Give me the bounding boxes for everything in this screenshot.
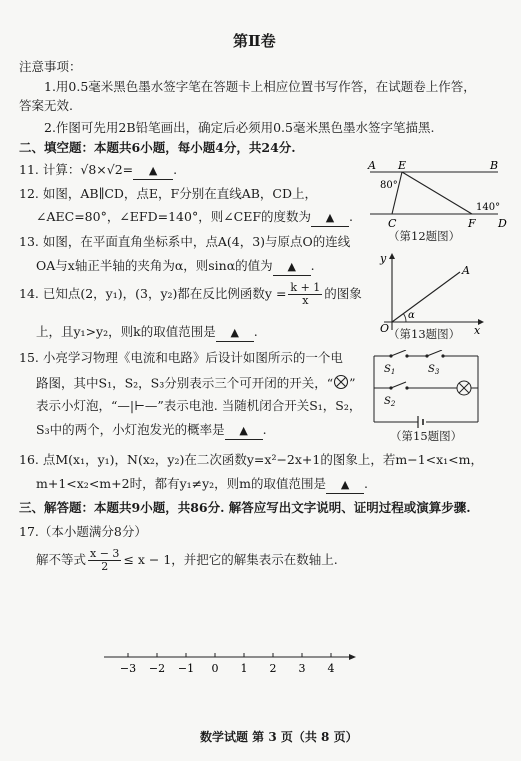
q15-line-3: 表示小灯泡，“—|⊢—”表示电池. 当随机闭合开关S₁，S₂， <box>36 398 362 413</box>
notes-heading: 注意事项： <box>19 59 82 74</box>
q14-fraction: $\frac{k + 1}{x}$ <box>290 281 321 307</box>
q17-body: 解不等式 $\frac{x - 3}{2}$ ≤ x − 1，并把它的解集表示在数轴上. <box>36 547 338 573</box>
q12-blank: ▲ <box>311 209 349 227</box>
q14-blank: ▲ <box>216 324 254 342</box>
q16-line-2: m+1<x₂<m+2时，都有y₁≠y₂，则m的取值范围是 ▲ . <box>36 476 368 494</box>
number-line-tick-label: 0 <box>211 662 219 675</box>
segment-ef <box>402 172 472 214</box>
page-footer: 数学试题 第 3 页（共 8 页） <box>200 730 358 744</box>
lamp-icon <box>457 381 471 395</box>
number-line-tick-label: 2 <box>269 662 277 675</box>
number-line-tick-label: 1 <box>240 662 248 675</box>
number-line-tick-label: 3 <box>298 662 306 675</box>
label-x: x <box>474 324 481 334</box>
label-d: D <box>498 217 507 230</box>
q16-line-1: 16. 点M(x₁，y₁)，N(x₂，y₂)在二次函数y=x²−2x+1的图象上，若m−1<x₁<m， <box>19 452 484 467</box>
y-axis-arrow-icon <box>389 253 395 259</box>
number-line-tick-label: −1 <box>177 662 195 675</box>
q13-line-2: OA与x轴正半轴的夹角为α，则sinα的值为 ▲ . <box>36 258 315 276</box>
q14-line-2: 上，且y₁>y₂，则k的取值范围是 ▲ . <box>36 324 258 342</box>
label-c: C <box>388 217 397 230</box>
question-11: 11. 计算：√8×√2= ▲ . <box>19 162 177 180</box>
number-line <box>100 645 360 685</box>
angle-alpha-arc <box>404 314 407 322</box>
label-b: B <box>490 159 499 172</box>
notes-line-1: 1.用0.5毫米黑色墨水签字笔在答题卡上相应位置书写作答，在试题卷上作答， <box>44 79 476 94</box>
segment-ec <box>392 172 402 214</box>
number-line-tick-label: −2 <box>148 662 166 675</box>
lamp-symbol-icon <box>333 374 349 394</box>
notes-line-1b: 答案无效. <box>19 98 73 113</box>
q15-line-2: 路图，其中S₁，S₂，S₃分别表示三个可开闭的开关，“ ” <box>36 374 356 394</box>
q15-line-1: 15. 小亮学习物理《电流和电路》后设计如图所示的一个电 <box>19 350 343 365</box>
switch-s1-icon <box>389 350 408 359</box>
q17-fraction: $\frac{x - 3}{2}$ <box>90 547 120 573</box>
figure-12-caption: （第12题图） <box>388 229 461 243</box>
switch-s2-icon <box>389 382 408 391</box>
label-e: E <box>398 159 407 172</box>
label-alpha: α <box>408 310 415 321</box>
number-line-tick-label: 4 <box>327 662 335 675</box>
notes-line-2: 2.作图可先用2B铅笔画出，确定后必须用0.5毫米黑色墨水签字笔描黑. <box>44 120 435 135</box>
label-y: y <box>380 252 387 265</box>
section-title: 第Ⅱ卷 <box>233 32 276 50</box>
angle-80: 80° <box>380 180 398 191</box>
label-s2: $S_2$ <box>384 396 396 408</box>
q16-blank: ▲ <box>326 476 364 494</box>
q15-blank: ▲ <box>225 422 263 440</box>
label-s3: $S_3$ <box>428 364 440 376</box>
switch-s3-icon <box>425 350 444 359</box>
label-f: F <box>468 217 476 230</box>
label-o: O <box>380 322 390 334</box>
angle-140: 140° <box>476 202 501 213</box>
segment-oa <box>392 272 460 322</box>
q11-text: 11. 计算：√8×√2= <box>19 162 134 177</box>
section2-heading: 二、填空题：本题共6小题，每小题4分，共24分. <box>19 140 296 155</box>
q13-blank: ▲ <box>273 258 311 276</box>
q14-line-1: 14. 已知点(2，y₁)，(3，y₂)都在反比例函数y = $\frac{k + 1}{x}$ 的图象 <box>19 281 362 307</box>
number-line-arrow-icon <box>349 654 356 660</box>
section3-heading: 三、解答题：本题共9小题，共86分. 解答应写出文字说明、证明过程或演算步骤. <box>19 500 471 515</box>
q17-head: 17.（本小题满分8分） <box>19 524 147 539</box>
label-point-a: A <box>462 264 470 277</box>
figure-13-caption: （第13题图） <box>388 327 461 341</box>
label-s1: $S_1$ <box>384 364 396 376</box>
q11-blank: ▲ <box>133 162 173 180</box>
q13-line-1: 13. 如图，在平面直角坐标系中，点A(4，3)与原点O的连线 <box>19 234 351 249</box>
q12-line-2: ∠AEC=80°，∠EFD=140°，则∠CEF的度数为 ▲ . <box>36 209 353 227</box>
figure-15-caption: （第15题图） <box>390 429 463 443</box>
label-a: A <box>368 159 376 172</box>
figure-13 <box>370 250 485 334</box>
q15-line-4: S₃中的两个，小灯泡发光的概率是 ▲ . <box>36 422 267 440</box>
q12-line-1: 12. 如图，AB∥CD，点E，F分别在直线AB，CD上， <box>19 186 318 201</box>
number-line-tick-label: −3 <box>119 662 137 675</box>
figure-15 <box>366 350 496 430</box>
